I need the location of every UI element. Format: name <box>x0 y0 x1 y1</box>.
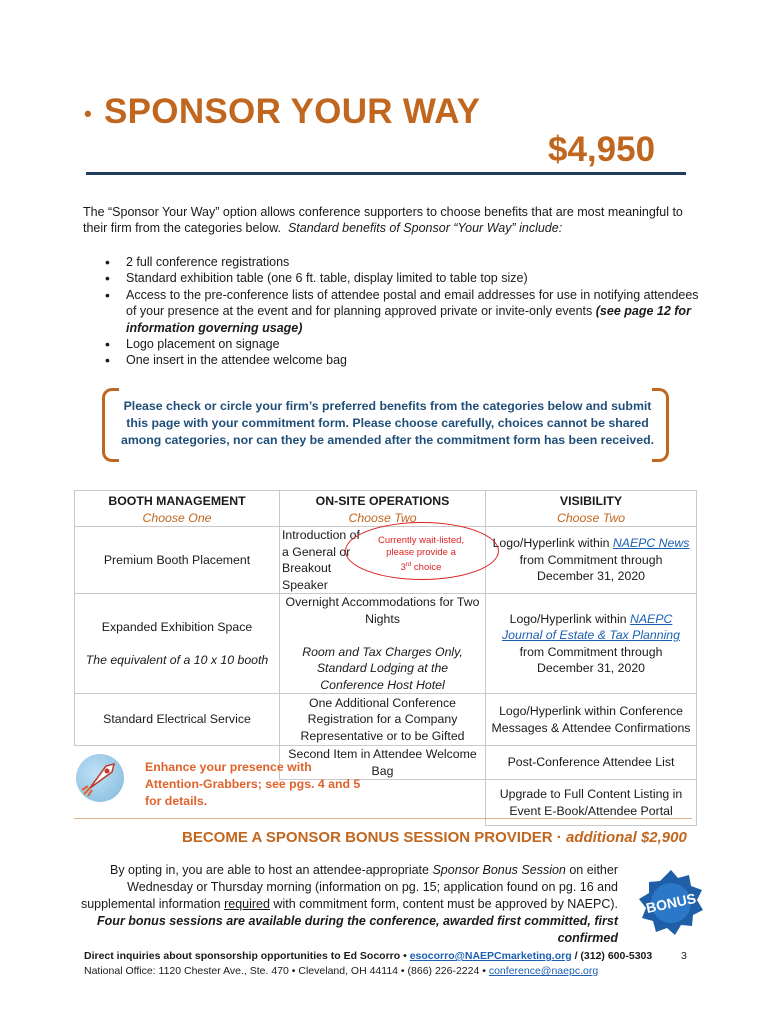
option-speaker-introduction[interactable]: Introduction of a General or Breakout Speaker <box>280 527 486 594</box>
intro-paragraph <box>83 204 693 236</box>
attention-grabbers-note: Enhance your presence with Attention-Grabbers; see pgs. 4 and 5 for details. <box>145 760 361 808</box>
option-attendee-list[interactable]: Post-Conference Attendee List <box>486 746 697 780</box>
page-title <box>84 92 480 132</box>
naepc-news-link[interactable]: NAEPC News <box>612 536 690 551</box>
selection-notice: Please check or circle your firm’s preferred benefits from the categories below and submit this page with your commitment form. Please choose carefully, choices cannot be shared among categories, nor can they be amended after the commitment form has been received. <box>120 399 655 447</box>
bonus-session-heading: BECOME A SPONSOR BONUS SESSION PROVIDER · additional $2,900 <box>182 829 687 846</box>
column-header-booth: BOOTH MANAGEMENT Choose One <box>75 491 280 527</box>
bonus-badge-icon <box>637 868 705 940</box>
option-conference-messages[interactable]: Logo/Hyperlink within Conference Messages & Attendee Confirmations <box>486 694 697 746</box>
waitlist-note: Currently wait-listed, please provide a 3rd choice <box>377 535 465 574</box>
footer-office: National Office: 1120 Chester Ave., Ste. 470 • Cleveland, OH 44114 • (866) 226-2224 • conference@naepc.org <box>84 965 599 977</box>
title-rule <box>86 172 686 175</box>
benefits-list <box>105 254 705 369</box>
column-header-onsite: ON-SITE OPERATIONS Choose Two <box>280 491 486 527</box>
option-naepc-news[interactable]: Logo/Hyperlink within NAEPC News from Commitment through December 31, 2020 <box>486 527 697 594</box>
title-bullet: • <box>84 100 93 126</box>
option-overnight-accommodations[interactable]: Overnight Accommodations for Two Nights Room and Tax Charges Only, Standard Lodging at the Conference Host Hotel <box>280 594 486 694</box>
price: $4,950 <box>548 130 656 169</box>
left-brace <box>102 388 119 462</box>
badge-text: BONUS <box>644 889 698 917</box>
office-email-link[interactable]: conference@naepc.org <box>488 965 599 977</box>
choose-count: Choose One <box>142 510 212 525</box>
section-divider <box>74 818 692 819</box>
benefit-item: • Logo placement on signage <box>105 336 705 352</box>
benefit-item: • One insert in the attendee welcome bag <box>105 352 705 368</box>
option-additional-registration[interactable]: One Additional Conference Registration for a Company Representative or to be Gifted <box>280 694 486 746</box>
benefit-item: • Access to the pre-conference lists of attendee postal and email addresses for use in notifying attendees of your presence at the event and for planning approved private or invite-only events (see page 12 for information governing usage) <box>105 287 705 336</box>
choose-count: Choose Two <box>348 510 417 525</box>
page-number: 3 <box>681 950 687 962</box>
intro-text: The “Sponsor Your Way” option allows conference supporters to choose benefits that are most meaningful to their firm from the categories below. <box>83 205 683 235</box>
bonus-session-description: By opting in, you are able to host an attendee-appropriate Sponsor Bonus Session on either Wednesday or Thursday morning (information on pg. 15; application found on pg. 16 and supplemental information required with commitment form, content must be approved by NAEPC). Four bonus sessions are available during the conference, awarded first committed, first confirmed <box>80 863 618 945</box>
option-second-item[interactable]: Second Item in Attendee Welcome Bag <box>280 746 486 780</box>
option-journal[interactable]: Logo/Hyperlink within NAEPC Journal of Estate & Tax Planning from Commitment through December 31, 2020 <box>486 594 697 694</box>
option-content-upgrade[interactable]: Upgrade to Full Content Listing in Event E-Book/Attendee Portal <box>486 780 697 826</box>
title-text: SPONSOR YOUR WAY <box>104 92 481 131</box>
benefit-item: • Standard exhibition table (one 6 ft. table, display limited to table top size) <box>105 270 705 286</box>
column-header-visibility: VISIBILITY Choose Two <box>486 491 697 527</box>
inquiry-email-link[interactable]: esocorro@NAEPCmarketing.org <box>409 950 572 962</box>
option-premium-booth[interactable]: Premium Booth Placement <box>75 527 280 594</box>
option-electrical[interactable]: Standard Electrical Service <box>75 694 280 746</box>
intro-standard-note: Standard benefits of Sponsor “Your Way” include: <box>287 221 563 235</box>
benefit-note: (see page 12 for information governing usage) <box>126 304 691 335</box>
choose-count: Choose Two <box>556 510 626 525</box>
journal-link[interactable]: NAEPC Journal of Estate & Tax Planning <box>502 611 680 642</box>
benefit-item: • 2 full conference registrations <box>105 254 705 270</box>
rocket-icon <box>76 754 124 802</box>
option-expanded-space[interactable]: Expanded Exhibition Space The equivalent of a 10 x 10 booth <box>75 594 280 694</box>
bonus-price: additional $2,900 <box>565 829 687 846</box>
footer-inquiry: Direct inquiries about sponsorship opportunities to Ed Socorro • esocorro@NAEPCmarketing.org / (312) 600-5303 <box>84 950 653 962</box>
